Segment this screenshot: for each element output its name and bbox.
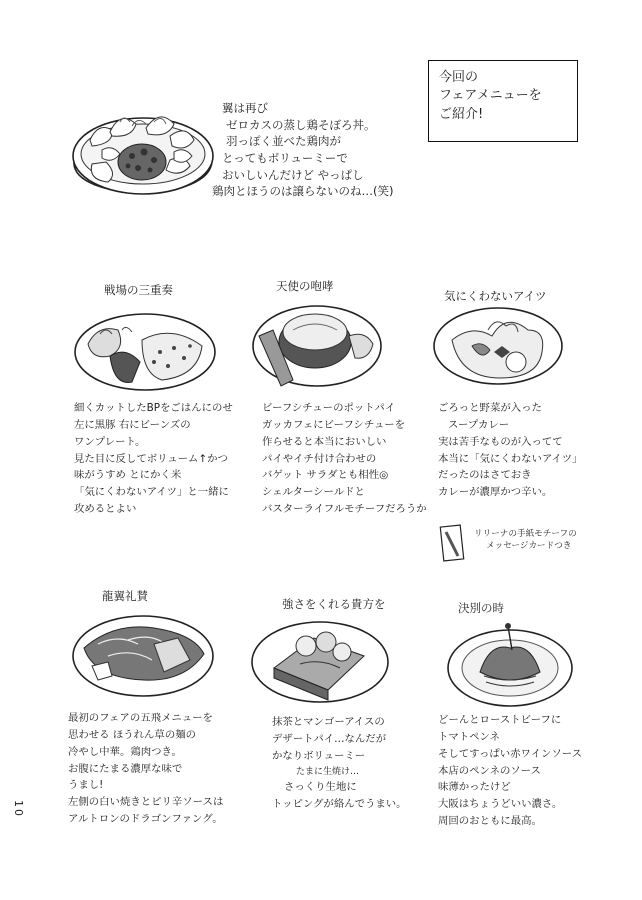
- dish-plate-illustration: [428, 300, 568, 390]
- dish-line: 周回のおともに最高。: [438, 815, 542, 828]
- dish-line: ワンプレート。: [74, 435, 146, 448]
- dish-plate-illustration: [244, 612, 394, 710]
- intro-line: 今回の: [439, 70, 479, 85]
- dish-description: [438, 400, 583, 501]
- dish-title: 天使の咆哮: [276, 279, 334, 293]
- dish-description: [74, 400, 233, 518]
- dish-line: お腹にたまる濃厚な味で: [68, 762, 183, 775]
- dish-line: ごろっと野菜が入った: [438, 402, 542, 414]
- dish-description: [272, 714, 407, 813]
- dish-line: アルトロンのドラゴンファング。: [68, 813, 223, 826]
- dish-line: ガッカフェにビーフシチューを: [262, 418, 406, 431]
- dish-description: [68, 710, 223, 828]
- dish-line: 「気にくわないアイツ」と一緒に: [74, 486, 229, 499]
- dish-line: 実は苦手なものが入ってて: [438, 435, 563, 448]
- dish-line: カレーが濃厚かつ辛い。: [438, 486, 553, 499]
- featured-line: 羽っぽく並べた鶏肉が: [226, 134, 341, 149]
- dish-line: 抹茶とマンゴーアイスの: [272, 716, 385, 728]
- note-line: リリーナの手紙モチーフの: [474, 529, 577, 539]
- message-card-icon: [440, 524, 466, 564]
- dish-line: バゲット サラダとも相性◎: [262, 469, 389, 482]
- dish-line: 思わせる ほうれん草の麺の: [68, 728, 196, 741]
- dish-line: さっくり生地に: [284, 781, 357, 794]
- featured-line: 鶏肉とほうのは譲らないのね…(笑): [212, 184, 394, 199]
- dish-line: シェルターシールドと: [262, 486, 365, 499]
- dish-title: 強さをくれる貴方を: [282, 597, 386, 611]
- dish-plate-illustration: [68, 604, 218, 704]
- dish-plate-illustration: [440, 616, 580, 712]
- dish-line: かなりボリューミー: [272, 749, 366, 762]
- dish-line: 左側の白い焼きとピリ辛ソースは: [68, 796, 224, 809]
- featured-description: [212, 100, 394, 200]
- dish-line: トッピングが絡んでうまい。: [272, 797, 407, 810]
- dish-line: バスターライフルモチーフだろうか: [262, 503, 427, 516]
- featured-line: おいしいんだけど やっぱし: [222, 167, 364, 182]
- dish-title: 決別の時: [458, 601, 504, 615]
- featured-dish-illustration: [62, 92, 222, 222]
- dish-line: 細くカットしたBPをごはんにのせ: [74, 402, 233, 414]
- dish-line: 味がうすめ とにかく米: [74, 469, 182, 482]
- dish-line: スープカレー: [448, 418, 510, 431]
- dish-line: トマトペンネ: [438, 730, 501, 743]
- dish-line: 左に黒豚 右にビーンズの: [74, 418, 191, 431]
- dish-line: デザートパイ…なんだが: [272, 732, 387, 745]
- dish-line: 冷やし中華。鶏肉つき。: [68, 745, 182, 758]
- dish-description: [438, 712, 582, 830]
- intro-box: [428, 60, 578, 142]
- intro-line: ご紹介!: [439, 106, 484, 122]
- dish-line: そしてすっぱい赤ワインソース: [438, 747, 583, 760]
- dish-title: 龍翼礼賛: [102, 589, 148, 603]
- page-number: 10: [11, 800, 25, 818]
- featured-line: 翼は再び: [222, 101, 268, 115]
- dish-line: 本当に「気にくわないアイツ」: [438, 452, 583, 465]
- dish-line: 最初のフェアの五飛メニューを: [68, 712, 213, 724]
- dish-title: 気にくわないアイツ: [444, 289, 547, 303]
- dish-line: たまに生焼け…: [296, 766, 360, 777]
- dish-line: 大阪はちょうどいい濃さ。: [438, 798, 563, 811]
- dish-description: [262, 400, 427, 518]
- dish-line: 本店のペンネのソース: [438, 764, 541, 777]
- note-line: メッセージカードつき: [486, 541, 572, 552]
- dish-plate-illustration: [70, 300, 220, 400]
- featured-line: ゼロカスの蒸し鶏そぼろ丼。: [226, 117, 376, 132]
- dish-line: 見た目に反してボリューム↑かつ: [74, 452, 228, 465]
- dish-plate-illustration: [245, 296, 385, 396]
- dish-line: だったのはさておき: [438, 469, 532, 482]
- dish-line: どーんとローストビーフに: [438, 714, 562, 726]
- dish-line: 攻めるとよい: [74, 503, 137, 516]
- dish-line: うまし!: [68, 779, 104, 792]
- message-card-note: [474, 528, 577, 552]
- dish-title: 戦場の三重奏: [104, 283, 173, 297]
- intro-line: フェアメニューを: [439, 88, 542, 104]
- dish-line: 作らせると本当においしい: [262, 435, 387, 448]
- featured-line: とってもボリューミーで: [222, 151, 348, 166]
- dish-line: ビーフシチューのポットパイ: [262, 402, 396, 414]
- dish-line: 味薄かったけど: [438, 781, 511, 794]
- dish-line: パイやイチ付け合わせの: [262, 452, 377, 465]
